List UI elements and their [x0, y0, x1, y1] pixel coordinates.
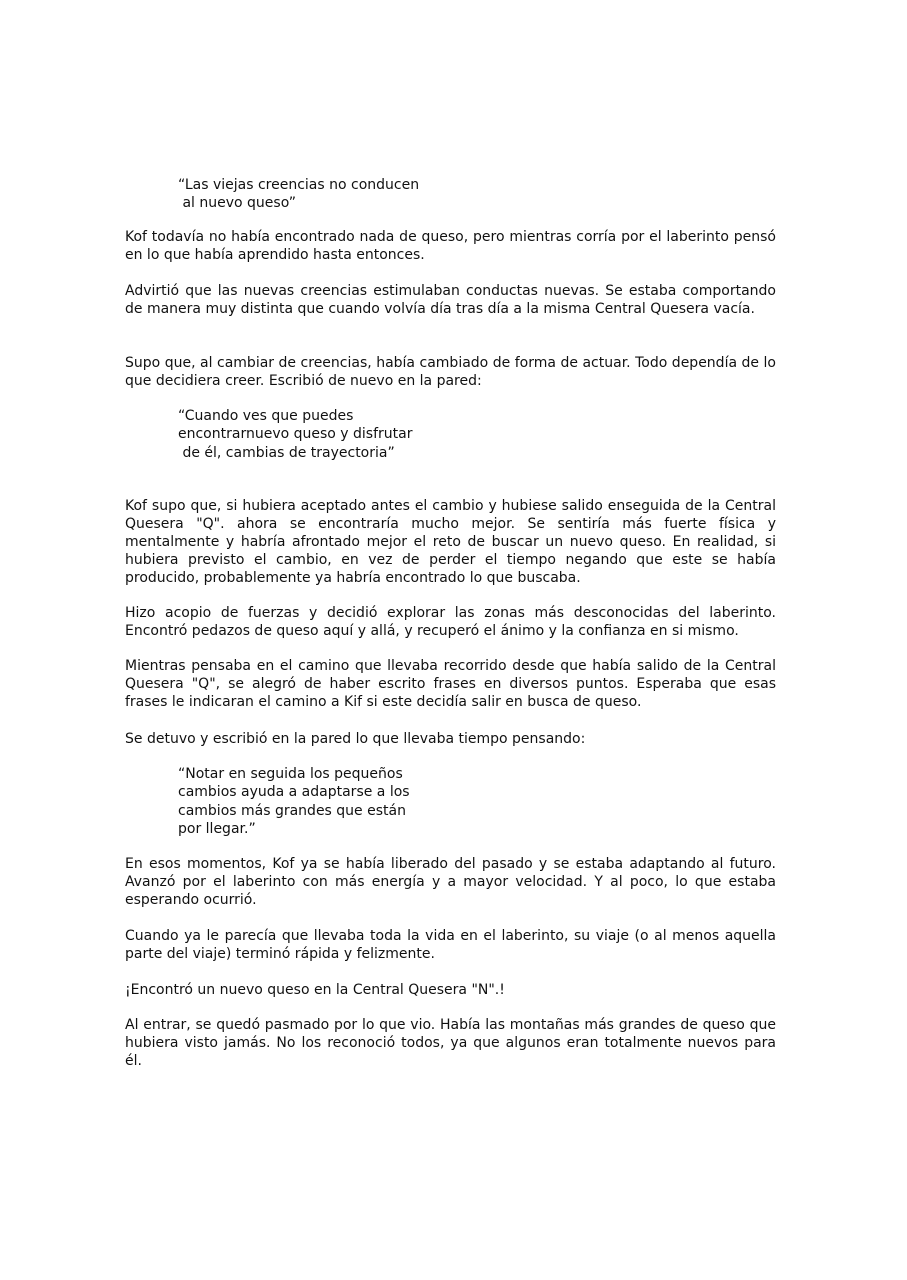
paragraph: En esos momentos, Kof ya se había liberado del pasado y se estaba adaptando al futuro. Avanzó por el laberinto con más energía y a mayor velocidad. Y al poco, lo que estaba esperando ocurrió.: [125, 856, 776, 908]
paragraph: Supo que, al cambiar de creencias, había cambiado de forma de actuar. Todo dependía de lo que decidiera creer. Escribió de nuevo en la pared:: [125, 355, 776, 389]
quote-line: de él, cambias de trayectoria”: [178, 444, 395, 461]
quote-line: “Las viejas creencias no conducen: [178, 177, 420, 193]
quote-old-beliefs: [178, 176, 598, 213]
quote-new-cheese: [178, 407, 598, 462]
paragraph: Mientras pensaba en el camino que llevaba recorrido desde que había salido de la Central Quesera "Q", se alegró de haber escrito frases en diversos puntos. Esperaba que esas frases le indicaran el camino a Kif si este decidía salir en busca de queso.: [125, 658, 776, 710]
paragraph: Se detuvo y escribió en la pared lo que llevaba tiempo pensando:: [125, 731, 586, 747]
paragraph: Kof todavía no había encontrado nada de queso, pero mientras corría por el laberinto pensó en lo que había aprendido hasta entonces.: [125, 229, 776, 263]
quote-line: por llegar.”: [178, 821, 256, 838]
paragraph: Kof supo que, si hubiera aceptado antes el cambio y hubiese salido enseguida de la Central Quesera "Q". ahora se encontraría mucho mejor. Se sentiría más fuerte física y mentalmente y habría afrontado mejor el reto de buscar un nuevo queso. En realidad, si hubiera previsto el cambio, en vez de perder el tiempo negando que este se había producido, probablemente ya habría encontrado lo que buscaba.: [125, 498, 776, 586]
quote-line: “Cuando ves que puedes: [178, 408, 354, 424]
quote-line: encontrarnuevo queso y disfrutar: [178, 426, 413, 443]
quote-small-changes: [178, 765, 598, 839]
paragraph: Cuando ya le parecía que llevaba toda la vida en el laberinto, su viaje (o al menos aquella parte del viaje) terminó rápida y felizmente.: [125, 928, 776, 962]
quote-line: cambios ayuda a adaptarse a los: [178, 784, 410, 801]
paragraph: Advirtió que las nuevas creencias estimulaban conductas nuevas. Se estaba comportando de manera muy distinta que cuando volvía día tras día a la misma Central Quesera vacía.: [125, 283, 776, 317]
paragraph: Hizo acopio de fuerzas y decidió explorar las zonas más desconocidas del laberinto. Encontró pedazos de queso aquí y allá, y recuperó el ánimo y la confianza en si mismo.: [125, 605, 776, 639]
quote-line: “Notar en seguida los pequeños: [178, 766, 403, 782]
quote-line: al nuevo queso”: [178, 195, 297, 212]
paragraph: ¡Encontró un nuevo queso en la Central Quesera "N".!: [125, 982, 505, 998]
paragraph: Al entrar, se quedó pasmado por lo que vio. Había las montañas más grandes de queso que hubiera visto jamás. No los reconoció todos, ya que algunos eran totalmente nuevos para él.: [125, 1017, 776, 1069]
quote-line: cambios más grandes que están: [178, 802, 406, 819]
